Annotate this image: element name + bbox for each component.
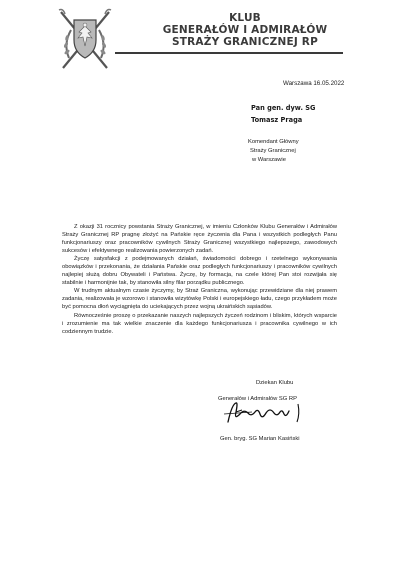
- recipient-department: [248, 138, 299, 165]
- handwritten-signature: [222, 400, 312, 426]
- recipient-block: [251, 102, 315, 126]
- club-name-line1: KLUB: [229, 12, 261, 24]
- letter-date: Warszawa 16.05.2022: [283, 80, 345, 87]
- club-name-line2: GENERAŁÓW I ADMIRAŁÓW: [162, 24, 328, 36]
- department-line2: Straży Granicznej: [250, 148, 296, 154]
- recipient-name: Tomasz Praga: [251, 116, 303, 124]
- recipient-title: Pan gen. dyw. SG: [251, 104, 316, 112]
- body-paragraph-4: Równocześnie proszę o przekazanie naszych najlepszych życzeń rodzinom i bliskim, których wsparcie i zrozumienie ma tak wielkie znaczenie dla każdego funkcjonariusza i pracownika cywilnego w ich codziennym trudzie.: [62, 312, 337, 335]
- closing-line1: Dziekan Klubu: [256, 380, 294, 386]
- club-emblem-logo: [57, 6, 113, 72]
- letter-body: [62, 223, 337, 336]
- body-paragraph-2: Życzę satysfakcji z podejmowanych działań, świadomości dobrego i rzetelnego wykonywania obowiązków i przekonania, że działania Pańskie oraz podległych funkcjonariuszy i pracowników cywilnych najlepiej służą dobru Obywateli i Państwa. Życzę, by formacja, na czele której Pan stoi rozwijała się stabilnie i harmonijnie tak, by stanowiła silny filar porządku publicznego.: [62, 256, 337, 287]
- department-line1: Komendant Główny: [248, 139, 299, 145]
- header-divider: [115, 52, 343, 54]
- body-paragraph-3: W trudnym aktualnym czasie życzymy, by Straż Graniczna, wykonując przewidziane dla niej prawem zadania, realizowała je wzorowo i stanowiła wizytówkę Polski i europejskiego ładu, czego przykładem może być pomocna dłoń wyciągnięta do uciekających przez wojną ukraińskich sąsiadów.: [62, 288, 337, 311]
- signer-name: Gen. bryg. SG Marian Kasiński: [220, 436, 300, 442]
- department-line3: w Warszawie: [252, 157, 286, 163]
- club-name-line3: STRAŻY GRANICZNEJ RP: [172, 36, 318, 48]
- closing-line2: Generałów i Admirałów SG RP: [218, 396, 297, 402]
- body-paragraph-1: Z okazji 31 rocznicy powstania Straży Granicznej, w imieniu Członków Klubu Generałów i Admirałów Straży Granicznej RP pragnę złożyć na Pańskie ręce życzenia dla Pana i wszystkich podległych Panu funkcjonariuszy oraz pracowników cywilnych Straży Granicznej wszystkiego najlepszego, zawodowych sukcesów i efektywnego realizowania powierzonych zadań.: [62, 224, 337, 255]
- club-name-heading: [145, 12, 345, 48]
